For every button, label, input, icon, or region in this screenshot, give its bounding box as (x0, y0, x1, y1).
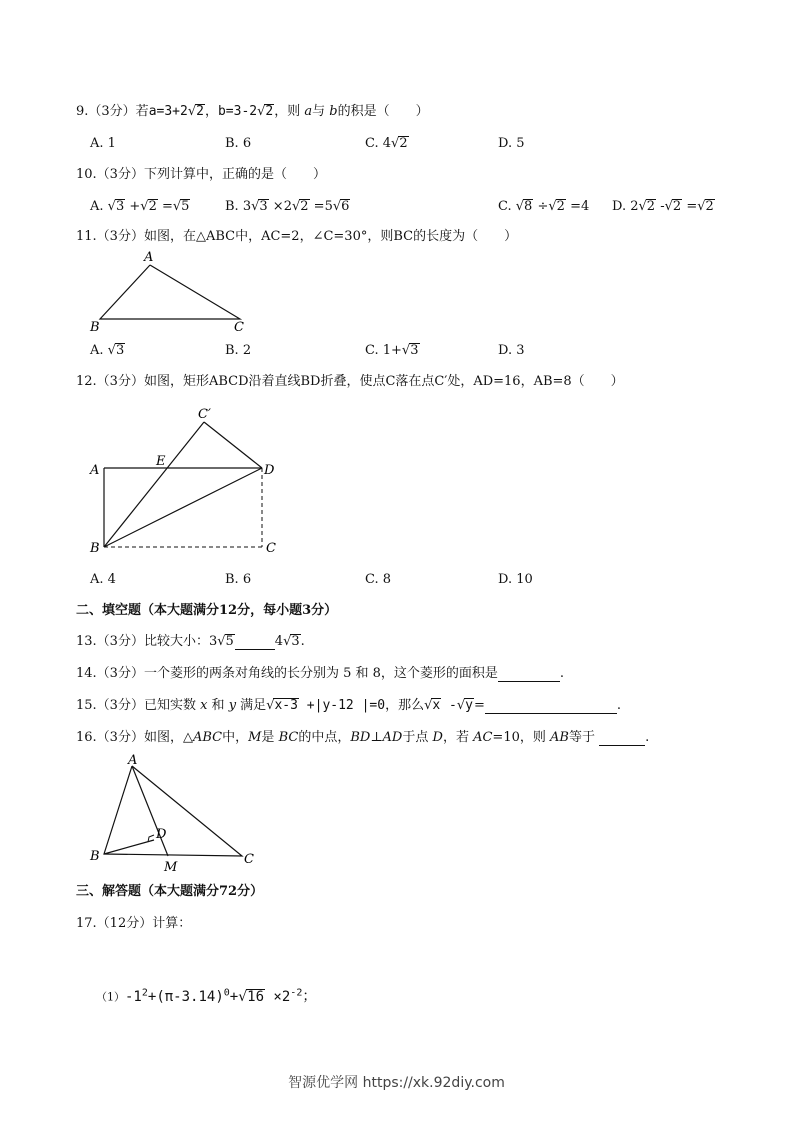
q10-option-c: C. √8 ÷√2 =4 (498, 199, 590, 214)
q12-fold-bc-prime (104, 422, 204, 547)
q14-stem: 14.（3分）一个菱形的两条对角线的长分别为 5 和 8，这个菱形的面积是 . (76, 666, 565, 681)
page-footer: 智源优学网 https://xk.92diy.com (288, 1075, 505, 1091)
q12-label-e: E (156, 454, 166, 469)
q11-triangle-sides (100, 265, 240, 319)
q16-label-c: C (244, 852, 254, 867)
q11-label-c: C (234, 320, 244, 335)
q12-option-c: C. 8 (365, 572, 392, 587)
q16-label-b: B (90, 849, 100, 864)
q16-label-m: M (164, 860, 178, 875)
q12-label-c-prime: C′ (198, 407, 211, 422)
q16-label-d: D (156, 827, 167, 842)
q12-option-b: B. 6 (225, 572, 252, 587)
q9-option-d: D. 5 (498, 136, 525, 151)
q11-label-a: A (144, 250, 154, 265)
q10-option-b: B. 3√3 ×2√2 =5√6 (225, 199, 350, 214)
q16-segment-am (132, 766, 168, 856)
q9-stem: 9.（3分）若a=3+2√2，b=3-2√2，则 a与 b的积是（ ） (76, 104, 429, 119)
q12-diagonal-bd (104, 468, 262, 547)
q9-option-b: B. 6 (225, 136, 252, 151)
q11-stem: 11.（3分）如图，在△ABC中，AC=2，∠C=30°，则BC的长度为（ ） (76, 229, 518, 244)
q16-triangle-figure (86, 754, 271, 876)
q12-rectangle-figure (86, 402, 286, 562)
q16-label-a: A (128, 754, 138, 768)
q17-part1: $(1)-1^2+(\pi-3.14)^0+√16 \times 2^{-2}$； (96, 987, 317, 1005)
q17-stem: 17.（12分）计算： (76, 916, 192, 931)
q11-option-c: C. 1+√3 (365, 343, 419, 358)
q10-option-d: D. 2√2 -√2 =√2 (612, 199, 714, 214)
section-2-heading: 二、填空题（本大题满分12分，每小题3分） (76, 603, 338, 618)
q12-label-d: D (264, 463, 275, 478)
q15-stem: 15.（3分）已知实数 x 和 y 满足√x-3 +|y-12 |=0，那么√x -√y= . (76, 698, 622, 713)
q13-stem: 13.（3分）比较大小：3√5 4√3. (76, 634, 305, 649)
q12-fold-c-prime-d (204, 422, 262, 468)
q11-label-b: B (90, 320, 100, 335)
q12-label-c: C (266, 541, 276, 556)
q12-label-b: B (90, 541, 100, 556)
q12-stem: 12.（3分）如图，矩形ABCD沿着直线BD折叠，使点C落在点C′处，AD=16，AB=8（ ） (76, 374, 624, 389)
q10-stem: 10.（3分）下列计算中，正确的是（ ） (76, 167, 326, 182)
q9-option-a: A. 1 (90, 136, 116, 151)
q11-option-b: B. 2 (225, 343, 252, 358)
q16-segment-bd (104, 840, 154, 854)
section-3-heading: 三、解答题（本大题满分72分） (76, 884, 264, 899)
q12-label-a: A (90, 463, 100, 478)
q16-stem: 16.（3分）如图，△ABC中，M是 BC的中点，BD⊥AD于点 D，若 AC=10，则 AB等于 . (76, 730, 650, 745)
q11-triangle-figure (86, 250, 256, 338)
q12-option-d: D. 10 (498, 572, 533, 587)
q11-option-a: A. √3 (90, 343, 125, 358)
q10-option-a: A. √3 +√2 =√5 (90, 199, 190, 214)
q16-triangle-sides (104, 766, 242, 856)
q12-option-a: A. 4 (90, 572, 116, 587)
q9-option-c: C. 4√2 (365, 136, 408, 151)
q11-option-d: D. 3 (498, 343, 525, 358)
